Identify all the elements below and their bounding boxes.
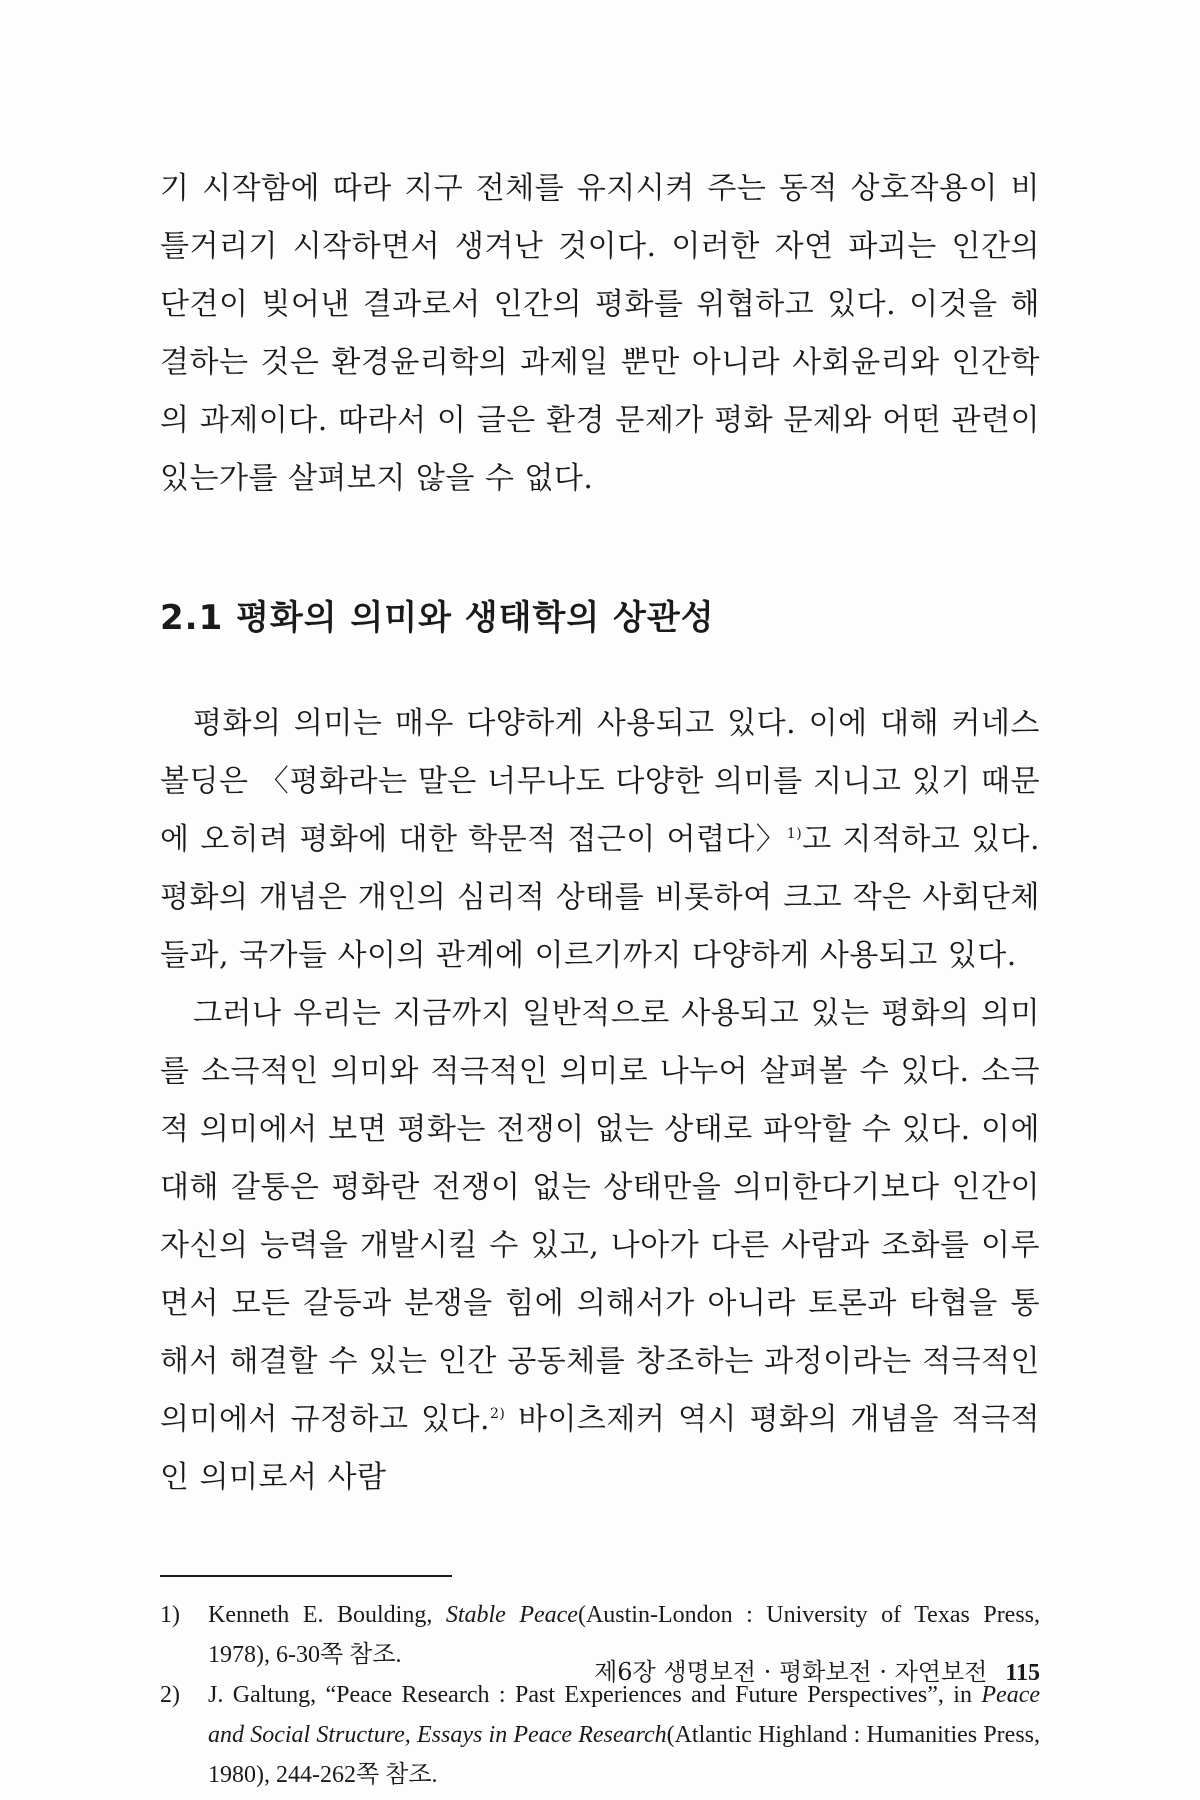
footnote-divider bbox=[160, 1575, 452, 1577]
paragraph-text: 평화의 의미는 매우 다양하게 사용되고 있다. 이에 대해 커네스 볼딩은 〈평화라는 말은 너무나도 다양한 의미를 지니고 있기 때문에 오히려 평화에 대한 학문적 접근이 어렵다〉 bbox=[160, 706, 1040, 857]
page-number: 115 bbox=[1005, 1660, 1040, 1686]
footnote-2 bbox=[160, 1675, 1040, 1795]
body-paragraph-1 bbox=[160, 695, 1040, 985]
footnote-title: Peace and Social Structure, Essays in Peace Research bbox=[208, 1682, 1040, 1748]
footnotes bbox=[160, 1595, 1040, 1795]
footnote-text: Kenneth E. Boulding, bbox=[208, 1602, 446, 1628]
footnote-ref-1[interactable]: 1) bbox=[786, 826, 803, 842]
footnote-text: (Atlantic Highland : Humanities Press, 1980), 244-262쪽 참조. bbox=[208, 1722, 1040, 1788]
paragraph-text: 그러나 우리는 지금까지 일반적으로 사용되고 있는 평화의 의미를 소극적인 의미와 적극적인 의미로 나누어 살펴볼 수 있다. 소극적 의미에서 보면 평화는 전쟁이 없는 상태로 파악할 수 있다. 이에 대해 갈퉁은 평화란 전쟁이 없는 상태만을 의미한다기보다 인간이 자신의 능력을 개발시킬 수 있고, 나아가 다른 사람과 조화를 이루면서 모든 갈등과 분쟁을 힘에 의해서가 아니라 토론과 타협을 통해서 해결할 수 있는 인간 공동체를 창조하는 과정이라는 적극적인 의미에서 규정하고 있다. bbox=[160, 996, 1040, 1437]
footnote-number: 1) bbox=[160, 1602, 180, 1628]
chapter-title: 제6장 생명보전 · 평화보전 · 자연보전 bbox=[594, 1658, 988, 1686]
footnote-ref-2[interactable]: 2) bbox=[490, 1406, 506, 1422]
footnote-text: J. Galtung, “Peace Research : Past Experiences and Future Perspectives”, in bbox=[208, 1682, 982, 1708]
intro-paragraph: 기 시작함에 따라 지구 전체를 유지시켜 주는 동적 상호작용이 비틀거리기 시작하면서 생겨난 것이다. 이러한 자연 파괴는 인간의 단견이 빚어낸 결과로서 인간의 평화를 위협하고 있다. 이것을 해결하는 것은 환경윤리학의 과제일 뿐만 아니라 사회윤리와 인간학의 과제이다. 따라서 이 글은 환경 문제가 평화 문제와 어떤 관련이 있는가를 살펴보지 않을 수 없다. bbox=[160, 171, 1040, 496]
page-content bbox=[160, 160, 1040, 1795]
body-paragraph-2 bbox=[160, 985, 1040, 1507]
paragraph-text: 고 지적하고 있다. 평화의 개념은 개인의 심리적 상태를 비롯하여 크고 작은 사회단체들과, 국가들 사이의 관계에 이르기까지 다양하게 사용되고 있다. bbox=[160, 822, 1040, 973]
paragraph-text: 바이츠제커 역시 평화의 개념을 적극적인 의미로서 사람 bbox=[160, 1402, 1040, 1495]
running-footer bbox=[160, 1652, 1040, 1687]
section-title: 2.1 평화의 의미와 생태학의 상관성 bbox=[160, 598, 715, 638]
footnote-number: 2) bbox=[160, 1682, 180, 1708]
footnote-title: Stable Peace bbox=[445, 1602, 578, 1628]
footnote-text: (Austin-London : University of Texas Press, 1978), 6-30쪽 참조. bbox=[208, 1602, 1041, 1668]
